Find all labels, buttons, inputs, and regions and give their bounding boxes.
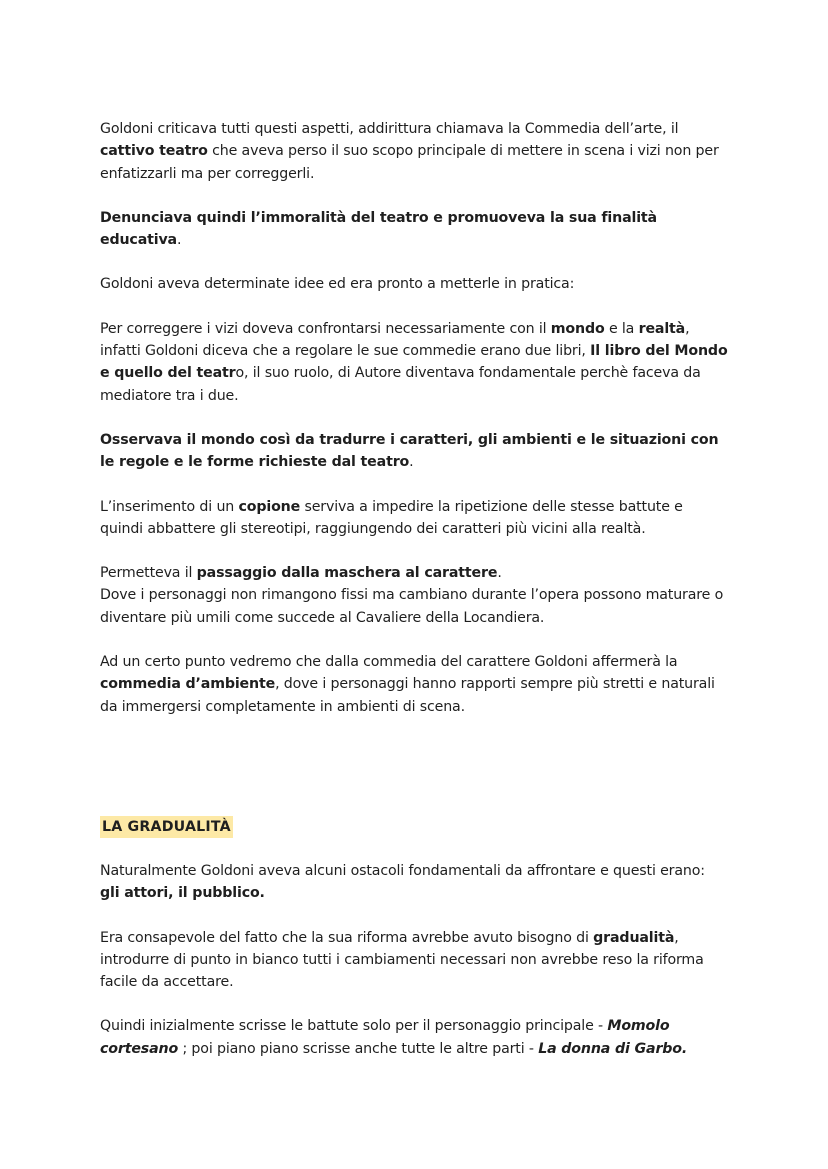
bold-text-run: Osservava il mondo così da tradurre i caratteri, gli ambienti e le situazioni con le regole e le forme richieste dal teatro (100, 431, 719, 471)
paragraph (100, 318, 728, 407)
paragraph (100, 1015, 728, 1060)
intro-section (100, 118, 728, 718)
text-run: . (409, 454, 414, 471)
bold-text-run: passaggio dalla maschera al carattere (196, 565, 498, 582)
bold-text-run: commedia d’ambiente (100, 676, 276, 693)
bold-text-run: copione (238, 498, 301, 515)
paragraph (100, 651, 728, 718)
text-run: e la (604, 320, 639, 337)
bold-text-run: realtà (638, 320, 686, 337)
section-heading-wrap (100, 816, 728, 838)
paragraph (100, 927, 728, 994)
paragraph (100, 118, 728, 185)
text-run: , dove i personaggi hanno rapporti sempre più stretti e naturali da immergersi completamente in ambienti di scena. (100, 676, 715, 715)
text-run: Naturalmente Goldoni aveva alcuni ostacoli fondamentali da affrontare e questi erano: (100, 862, 705, 879)
paragraph (100, 207, 728, 252)
bold-text-run: Il libro del Mondo e quello del teatr (100, 343, 728, 382)
bold-text-run: cattivo teatro (100, 143, 208, 160)
text-run: , introdurre di punto in bianco tutti i cambiamenti necessari non avrebbe reso la riforma facile da accettare. (100, 929, 704, 991)
text-run: Ad un certo punto vedremo che dalla commedia del carattere Goldoni affermerà la (100, 654, 678, 671)
text-run: Goldoni aveva determinate idee ed era pronto a metterle in pratica: (100, 276, 575, 293)
text-run: Per correggere i vizi doveva confrontarsi necessariamente con il (100, 320, 551, 337)
text-run: che aveva perso il suo scopo principale di mettere in scena i vizi non per enfatizzarli ma per correggerli. (100, 143, 719, 182)
bold-text-run: La donna di Garbo. (538, 1040, 688, 1057)
text-run: Permetteva il (100, 565, 197, 582)
text-run: Dove i personaggi non rimangono fissi ma cambiano durante l’opera possono maturare o diventare più umili come succede al Cavaliere della Locandiera. (100, 587, 724, 626)
bold-text-run: gli attori, il pubblico. (100, 885, 265, 902)
text-run: o, il suo ruolo, di Autore diventava fondamentale perchè faceva da mediatore tra i due. (100, 365, 701, 404)
paragraph (100, 562, 728, 629)
text-run: . (497, 565, 502, 582)
paragraph (100, 496, 728, 541)
paragraph (100, 273, 728, 295)
text-run: Quindi inizialmente scrisse le battute solo per il personaggio principale - (100, 1018, 608, 1035)
bold-text-run: Momolo cortesano (100, 1018, 670, 1057)
text-run: serviva a impedire la ripetizione delle stesse battute e quindi abbattere gli stereotipi, raggiungendo dei caratteri più vicini alla realtà. (100, 498, 683, 537)
bold-text-run: mondo (550, 320, 605, 337)
section-heading: LA GRADUALITÀ (100, 816, 233, 838)
text-run: . (176, 232, 182, 249)
graduality-section (100, 860, 728, 1060)
text-run: ; poi piano piano scrisse anche tutte le altre parti - (178, 1040, 539, 1057)
bold-text-run: Denunciava quindi l’immoralità del teatro e promuoveva la sua finalità educativa (100, 209, 657, 249)
text-run: L’inserimento di un (100, 498, 239, 515)
text-run: Era consapevole del fatto che la sua riforma avrebbe avuto bisogno di (100, 929, 594, 946)
paragraph (100, 429, 728, 474)
paragraph (100, 860, 728, 905)
text-run: , infatti Goldoni diceva che a regolare le sue commedie erano due libri, (100, 320, 690, 360)
bold-text-run: gradualità (593, 929, 675, 946)
text-run: Goldoni criticava tutti questi aspetti, addirittura chiamava la Commedia dell’arte, il (100, 121, 679, 137)
